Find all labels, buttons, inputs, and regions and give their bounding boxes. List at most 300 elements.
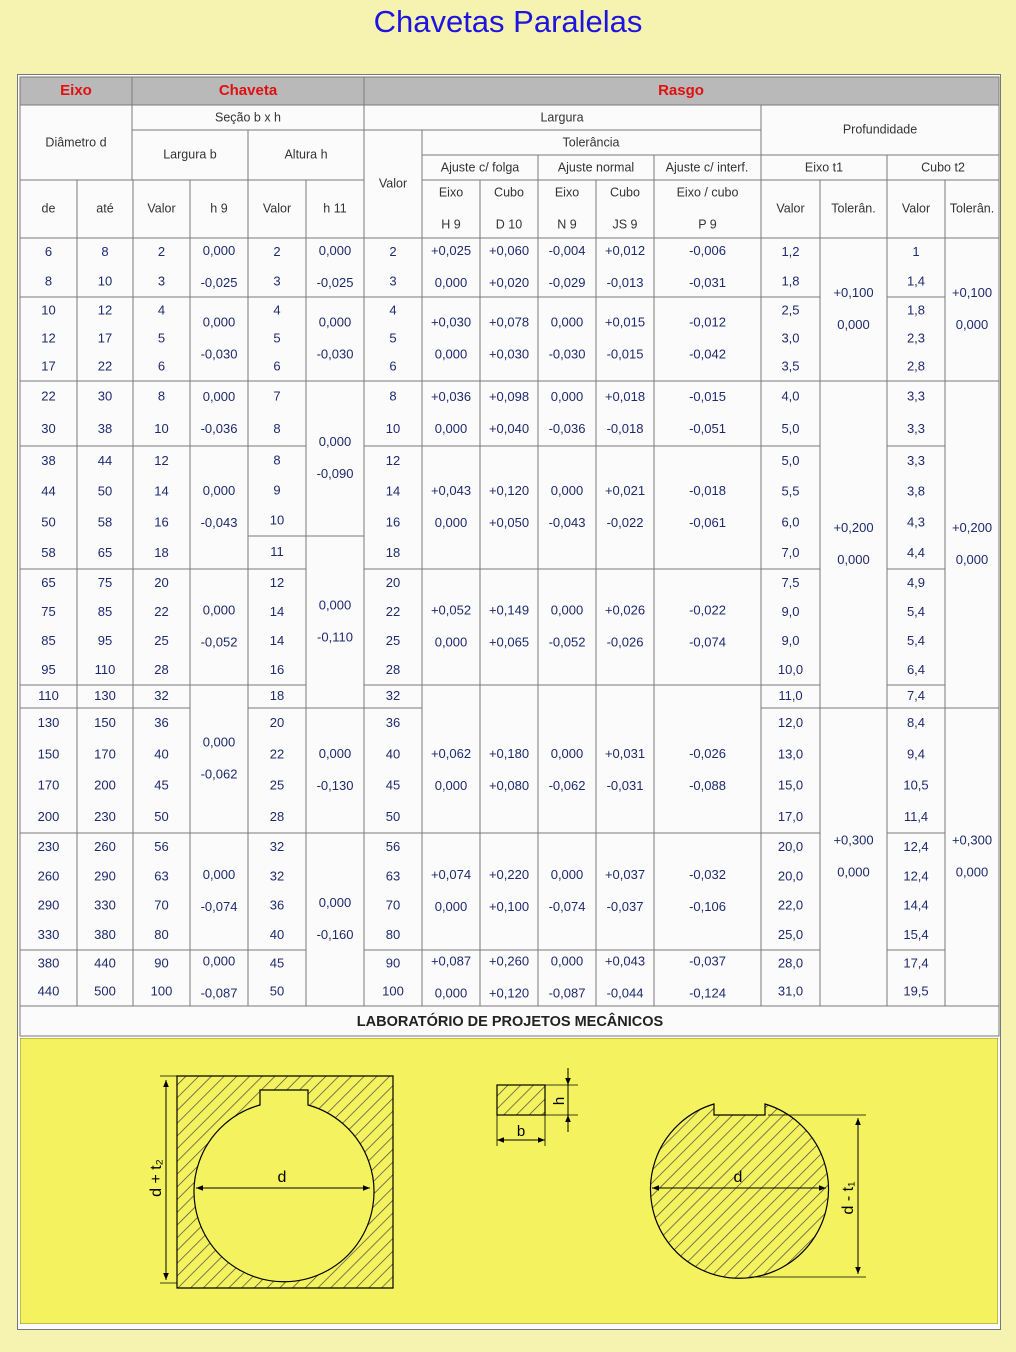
value-t2: 4,4 — [906, 545, 926, 561]
value-de: 75 — [41, 603, 56, 619]
h11-tol-lower: -0,160 — [316, 926, 354, 942]
value-ate: 58 — [97, 514, 113, 530]
value-t1: 10,0 — [777, 661, 804, 677]
value-valor: 70 — [385, 897, 401, 913]
tol-D10-lower: +0,040 — [488, 420, 530, 436]
value-valor: 100 — [382, 983, 404, 999]
header-ajuste-interf-label: Ajuste c/ interf. — [665, 160, 749, 175]
value-h: 32 — [269, 868, 285, 884]
value-de: 95 — [41, 661, 56, 677]
header-valor-b-label: Valor — [147, 201, 176, 216]
value-t2: 4,3 — [906, 514, 926, 530]
t1-tol-upper: +0,200 — [833, 519, 874, 535]
header-largura-b-label: Largura b — [163, 147, 217, 162]
value-ate: 30 — [97, 388, 113, 404]
tol-JS9-upper: +0,012 — [604, 242, 646, 258]
tol-N9-upper: -0,004 — [548, 242, 586, 258]
value-h: 12 — [269, 574, 285, 590]
tol-D10-upper: +0,180 — [488, 745, 530, 761]
value-b: 20 — [154, 574, 169, 590]
cell-t1-tol — [820, 238, 887, 381]
tol-N9-lower: -0,043 — [548, 514, 586, 530]
tol-H9-upper: +0,087 — [430, 953, 472, 969]
tol-JS9-lower: -0,018 — [606, 420, 644, 436]
tol-D10-upper: +0,120 — [488, 482, 530, 498]
cell-tol-P9 — [654, 569, 761, 685]
tol-P9-lower: -0,074 — [689, 634, 726, 650]
value-b: 40 — [154, 746, 169, 762]
value-t1: 5,5 — [781, 483, 800, 499]
tol-N9-upper: 0,000 — [550, 482, 584, 498]
tol-H9-upper: +0,062 — [430, 745, 472, 761]
cell-tol-P9 — [654, 833, 761, 950]
value-b: 16 — [154, 514, 169, 530]
tol-D10-upper: +0,260 — [488, 953, 530, 969]
header-largura-label: Largura — [540, 110, 584, 125]
value-de: 200 — [37, 808, 60, 824]
value-b: 3 — [157, 273, 166, 289]
value-ate: 12 — [97, 302, 113, 318]
value-h: 16 — [269, 661, 285, 677]
value-t1: 11,0 — [778, 687, 803, 703]
value-de: 380 — [37, 955, 60, 971]
tol-D10-lower: +0,065 — [488, 634, 530, 650]
page-title: Chavetas Paralelas — [373, 4, 643, 39]
value-ate: 330 — [94, 897, 116, 913]
value-t2: 1,4 — [906, 273, 926, 289]
h9-tol-lower: -0,052 — [200, 634, 238, 650]
cell-h9 — [190, 685, 248, 833]
value-valor: 63 — [385, 868, 401, 884]
value-t1: 20,0 — [777, 839, 804, 855]
header-eixocubo-p9-top: Eixo / cubo — [676, 185, 739, 200]
header-ajuste-folga-label: Ajuste c/ folga — [440, 160, 520, 175]
value-b: 63 — [154, 868, 169, 884]
tol-JS9-upper: +0,021 — [604, 482, 646, 498]
value-h: 22 — [269, 746, 285, 762]
value-valor: 22 — [385, 603, 401, 619]
value-de: 130 — [37, 715, 60, 731]
cell-h9 — [190, 297, 248, 381]
cell-tol-JS9 — [596, 297, 654, 381]
value-b: 25 — [154, 632, 169, 648]
footer-lab-name: LABORATÓRIO DE PROJETOS MECÂNICOS — [356, 1014, 664, 1030]
value-valor: 16 — [385, 514, 401, 530]
header-toleran-t2-label: Tolerân. — [949, 201, 995, 216]
cell-tol-P9 — [654, 297, 761, 381]
tol-H9-lower: 0,000 — [434, 985, 468, 1001]
cell-tol-H9 — [422, 833, 480, 950]
value-h: 36 — [269, 897, 285, 913]
tol-D10-upper: +0,078 — [488, 314, 530, 330]
cell-h11 — [306, 536, 364, 708]
value-h: 10 — [269, 512, 285, 528]
tol-P9-lower: -0,031 — [689, 274, 726, 290]
value-valor: 36 — [385, 715, 401, 731]
tol-H9-upper: +0,025 — [430, 242, 472, 258]
h9-tol-lower: -0,043 — [200, 514, 238, 530]
value-ate: 50 — [97, 483, 113, 499]
value-b: 4 — [157, 302, 166, 318]
h9-tol-upper: 0,000 — [202, 866, 236, 882]
hub-dim-d: d — [277, 1169, 287, 1186]
value-t2: 9,4 — [906, 746, 926, 762]
value-t2: 1 — [912, 244, 920, 260]
tol-D10-upper: +0,220 — [488, 866, 530, 882]
header-chaveta-label: Chaveta — [218, 81, 278, 99]
value-t2: 12,4 — [903, 839, 929, 855]
key-dim-b: b — [516, 1123, 526, 1140]
value-ate: 230 — [94, 808, 116, 824]
cell-tol-N9 — [538, 446, 596, 569]
tol-P9-upper: -0,037 — [689, 953, 726, 969]
key-drawing — [20, 1038, 998, 1324]
value-t1: 12,0 — [777, 715, 804, 731]
h9-tol-lower: -0,062 — [200, 766, 238, 782]
value-valor: 10 — [385, 421, 401, 437]
key-dim-h: h — [551, 1096, 568, 1106]
h11-tol-upper: 0,000 — [318, 894, 352, 910]
cell-t1-tol — [820, 381, 887, 708]
header-cubo-t2-label: Cubo t2 — [921, 160, 965, 175]
value-de: 8 — [44, 273, 53, 289]
tol-P9-upper: -0,006 — [689, 242, 726, 258]
tol-D10-lower: +0,120 — [488, 985, 530, 1001]
value-t1: 3,0 — [781, 330, 800, 346]
value-b: 100 — [150, 983, 173, 999]
tol-N9-lower: -0,052 — [548, 634, 586, 650]
drawing-background — [20, 1038, 998, 1324]
value-valor: 90 — [385, 955, 401, 971]
value-ate: 85 — [97, 603, 113, 619]
tol-D10-upper: +0,098 — [488, 388, 530, 404]
tol-N9-lower: -0,036 — [548, 420, 586, 436]
hub-dim-d-plus-t2: d + t₂ — [148, 1159, 165, 1197]
cell-h9 — [190, 569, 248, 685]
value-b: 80 — [154, 926, 169, 942]
value-b: 5 — [157, 330, 166, 346]
header-profundidade-label: Profundidade — [842, 122, 918, 137]
header-toleran-t1-label: Tolerân. — [831, 201, 876, 216]
tol-JS9-upper: +0,015 — [604, 314, 646, 330]
tol-D10-lower: +0,030 — [488, 346, 530, 362]
value-h: 8 — [273, 421, 281, 437]
value-ate: 130 — [94, 687, 116, 703]
value-t2: 6,4 — [906, 661, 926, 677]
header-eixo-t1-label: Eixo t1 — [804, 160, 844, 175]
value-valor: 4 — [389, 302, 397, 318]
tol-JS9-lower: -0,031 — [606, 777, 644, 793]
value-ate: 500 — [94, 983, 116, 999]
value-valor: 25 — [385, 632, 401, 648]
value-b: 14 — [154, 483, 169, 499]
cell-tol-H9 — [422, 446, 480, 569]
tol-P9-upper: -0,032 — [689, 866, 726, 882]
value-t2: 12,4 — [903, 868, 929, 884]
value-b: 6 — [157, 358, 166, 374]
value-t1: 31,0 — [777, 983, 804, 999]
value-b: 22 — [154, 603, 169, 619]
tol-H9-upper: +0,030 — [430, 314, 472, 330]
header-eixo-n9-bottom: N 9 — [557, 217, 577, 232]
value-t2: 1,8 — [906, 302, 926, 318]
value-h: 14 — [269, 632, 285, 648]
value-b: 45 — [154, 777, 169, 793]
value-ate: 110 — [94, 661, 116, 677]
value-h: 3 — [273, 273, 281, 289]
value-valor: 28 — [385, 661, 401, 677]
cell-t2-tol — [945, 708, 999, 1006]
cell-h11 — [306, 708, 364, 833]
t1-tol-lower: 0,000 — [837, 551, 870, 567]
t1-tol-upper: +0,300 — [833, 832, 874, 848]
header-de-label: de — [41, 201, 56, 216]
value-t1: 7,0 — [781, 545, 800, 561]
value-ate: 44 — [97, 452, 113, 468]
value-t1: 9,0 — [781, 603, 800, 619]
value-h: 25 — [269, 777, 285, 793]
value-h: 32 — [269, 839, 285, 855]
value-t2: 5,4 — [906, 632, 926, 648]
value-t1: 9,0 — [781, 632, 800, 648]
value-de: 58 — [41, 545, 56, 561]
value-de: 150 — [37, 746, 60, 762]
value-t1: 25,0 — [777, 926, 804, 942]
header-rasgo-label: Rasgo — [658, 81, 704, 99]
tol-N9-lower: -0,030 — [548, 346, 586, 362]
header-ajuste-normal-label: Ajuste normal — [557, 160, 635, 175]
cell-tol-H9 — [422, 569, 480, 685]
cell-h9 — [190, 833, 248, 950]
value-t1: 1,8 — [781, 273, 800, 289]
value-t2: 19,5 — [903, 983, 929, 999]
t1-tol-upper: +0,100 — [833, 284, 874, 300]
tol-H9-lower: 0,000 — [434, 346, 468, 362]
tol-P9-lower: -0,051 — [689, 420, 726, 436]
tol-N9-upper: 0,000 — [550, 953, 584, 969]
tol-H9-upper: +0,074 — [430, 866, 472, 882]
header-eixocubo-p9-bottom: P 9 — [698, 217, 717, 232]
tol-JS9-lower: -0,013 — [606, 274, 644, 290]
value-h: 5 — [273, 330, 281, 346]
tol-P9-lower: -0,061 — [689, 514, 726, 530]
tol-H9-lower: 0,000 — [434, 898, 468, 914]
tol-H9-lower: 0,000 — [434, 514, 468, 530]
h11-tol-lower: -0,130 — [316, 777, 354, 793]
value-t1: 28,0 — [777, 955, 804, 971]
value-valor: 32 — [385, 687, 401, 703]
tol-JS9-upper: +0,018 — [604, 388, 646, 404]
tol-JS9-lower: -0,022 — [606, 514, 644, 530]
header-cubo-js9-top: Cubo — [610, 185, 640, 200]
value-t2: 7,4 — [906, 687, 926, 703]
value-h: 20 — [269, 715, 285, 731]
value-b: 56 — [154, 839, 169, 855]
value-h: 6 — [273, 358, 281, 374]
h11-tol-upper: 0,000 — [318, 745, 352, 761]
value-ate: 8 — [101, 244, 109, 260]
value-de: 260 — [37, 868, 60, 884]
value-valor: 12 — [385, 452, 401, 468]
tol-P9-upper: -0,018 — [689, 482, 726, 498]
cell-tol-JS9 — [596, 446, 654, 569]
tol-H9-lower: 0,000 — [434, 777, 468, 793]
value-t2: 11,4 — [903, 808, 929, 824]
header-valor-t1-label: Valor — [776, 201, 805, 216]
cell-tol-N9 — [538, 569, 596, 685]
header-valor-h-label: Valor — [262, 201, 292, 216]
value-de: 38 — [41, 452, 56, 468]
header-h11-label: h 11 — [323, 201, 347, 216]
h9-tol-upper: 0,000 — [202, 242, 236, 258]
tol-P9-upper: -0,015 — [689, 388, 726, 404]
value-t2: 3,3 — [906, 421, 926, 437]
value-t1: 1,2 — [781, 244, 800, 260]
tol-D10-upper: +0,149 — [488, 602, 530, 618]
value-b: 18 — [154, 545, 169, 561]
value-ate: 95 — [97, 632, 113, 648]
tol-N9-lower: -0,029 — [548, 274, 586, 290]
cell-h11 — [306, 833, 364, 1006]
value-h: 11 — [270, 543, 284, 559]
tol-N9-lower: -0,062 — [548, 777, 586, 793]
shaft-dim-d-minus-t1: d - t₁ — [840, 1181, 857, 1215]
value-t2: 3,3 — [906, 452, 926, 468]
value-t2: 14,4 — [903, 897, 929, 913]
tol-H9-upper: +0,043 — [430, 482, 472, 498]
value-t1: 5,0 — [781, 421, 800, 437]
h9-tol-lower: -0,087 — [200, 985, 238, 1001]
value-ate: 150 — [94, 715, 116, 731]
cell-h11 — [306, 381, 364, 536]
value-t1: 13,0 — [777, 746, 804, 762]
value-h: 9 — [273, 482, 281, 498]
value-h: 2 — [273, 244, 281, 260]
h11-tol-lower: -0,025 — [316, 274, 354, 290]
h9-tol-lower: -0,025 — [200, 274, 238, 290]
cell-tol-N9 — [538, 297, 596, 381]
value-b: 28 — [154, 661, 169, 677]
value-ate: 170 — [94, 746, 116, 762]
value-t1: 5,0 — [781, 452, 800, 468]
h9-tol-upper: 0,000 — [202, 482, 236, 498]
value-t1: 4,0 — [781, 388, 800, 404]
tol-P9-lower: -0,088 — [689, 777, 726, 793]
value-t1: 22,0 — [777, 897, 804, 913]
value-t2: 2,8 — [906, 358, 926, 374]
header-valor-t2-label: Valor — [901, 201, 931, 216]
tol-JS9-lower: -0,037 — [606, 898, 644, 914]
tol-H9-lower: 0,000 — [434, 274, 468, 290]
h9-tol-lower: -0,030 — [200, 346, 238, 362]
tol-P9-lower: -0,124 — [689, 985, 726, 1001]
tol-JS9-upper: +0,043 — [604, 953, 646, 969]
value-valor: 20 — [385, 574, 401, 590]
tol-N9-lower: -0,074 — [548, 898, 586, 914]
h11-tol-upper: 0,000 — [318, 597, 352, 613]
value-b: 50 — [154, 808, 169, 824]
cell-tol-D10 — [480, 446, 538, 569]
value-t2: 3,3 — [906, 388, 926, 404]
h9-tol-lower: -0,074 — [200, 898, 238, 914]
tol-JS9-lower: -0,015 — [606, 346, 644, 362]
tol-H9-upper: +0,036 — [430, 388, 472, 404]
t2-tol-upper: +0,100 — [951, 284, 993, 300]
value-t2: 17,4 — [903, 955, 929, 971]
value-de: 440 — [37, 983, 60, 999]
value-b: 70 — [154, 897, 169, 913]
value-ate: 200 — [94, 777, 116, 793]
h11-tol-upper: 0,000 — [318, 314, 352, 330]
t2-tol-upper: +0,300 — [951, 832, 993, 848]
value-de: 65 — [41, 574, 56, 590]
h9-tol-lower: -0,036 — [200, 420, 238, 436]
header-cubo-js9-bottom: JS 9 — [612, 217, 638, 232]
h11-tol-lower: -0,090 — [316, 465, 354, 481]
header-ate-label: até — [96, 201, 114, 216]
h9-tol-upper: 0,000 — [202, 953, 236, 969]
value-valor: 6 — [389, 358, 397, 374]
value-de: 230 — [37, 839, 60, 855]
value-de: 10 — [41, 302, 56, 318]
header-tolerancia-label: Tolerância — [562, 135, 620, 150]
value-ate: 17 — [97, 330, 113, 346]
cell-tol-N9 — [538, 833, 596, 950]
value-valor: 18 — [385, 545, 401, 561]
cell-tol-JS9 — [596, 569, 654, 685]
t1-tol-lower: 0,000 — [837, 316, 870, 332]
header-eixo-n9-top: Eixo — [554, 185, 580, 200]
value-t2: 10,5 — [903, 777, 929, 793]
value-t2: 2,3 — [906, 330, 926, 346]
t2-tol-lower: 0,000 — [955, 316, 989, 332]
t2-tol-upper: +0,200 — [951, 519, 993, 535]
cell-tol-H9 — [422, 297, 480, 381]
value-de: 12 — [41, 330, 56, 346]
value-b: 10 — [154, 421, 169, 437]
tol-JS9-upper: +0,037 — [604, 866, 646, 882]
value-t2: 4,9 — [906, 574, 926, 590]
header-h9-label: h 9 — [210, 201, 228, 216]
value-valor: 14 — [385, 483, 401, 499]
cell-t2-tol — [945, 381, 999, 708]
value-t1: 17,0 — [777, 808, 804, 824]
value-b: 32 — [154, 687, 169, 703]
value-h: 40 — [269, 926, 285, 942]
value-h: 18 — [269, 687, 285, 703]
h11-tol-lower: -0,110 — [317, 629, 353, 645]
value-h: 4 — [273, 302, 281, 318]
value-ate: 290 — [94, 868, 116, 884]
value-ate: 260 — [94, 839, 116, 855]
tol-P9-lower: -0,042 — [689, 346, 726, 362]
h9-tol-upper: 0,000 — [202, 602, 236, 618]
value-valor: 80 — [385, 926, 401, 942]
value-t2: 5,4 — [906, 603, 926, 619]
tol-N9-upper: 0,000 — [550, 388, 584, 404]
tol-D10-lower: +0,020 — [488, 274, 530, 290]
value-ate: 440 — [94, 955, 116, 971]
t1-tol-lower: 0,000 — [837, 864, 870, 880]
value-t1: 2,5 — [781, 302, 800, 318]
value-valor: 2 — [389, 244, 397, 260]
h9-tol-upper: 0,000 — [202, 388, 236, 404]
value-de: 22 — [41, 388, 56, 404]
cell-h11 — [306, 297, 364, 381]
value-b: 90 — [154, 955, 169, 971]
value-h: 28 — [269, 808, 285, 824]
value-h: 7 — [273, 388, 281, 404]
